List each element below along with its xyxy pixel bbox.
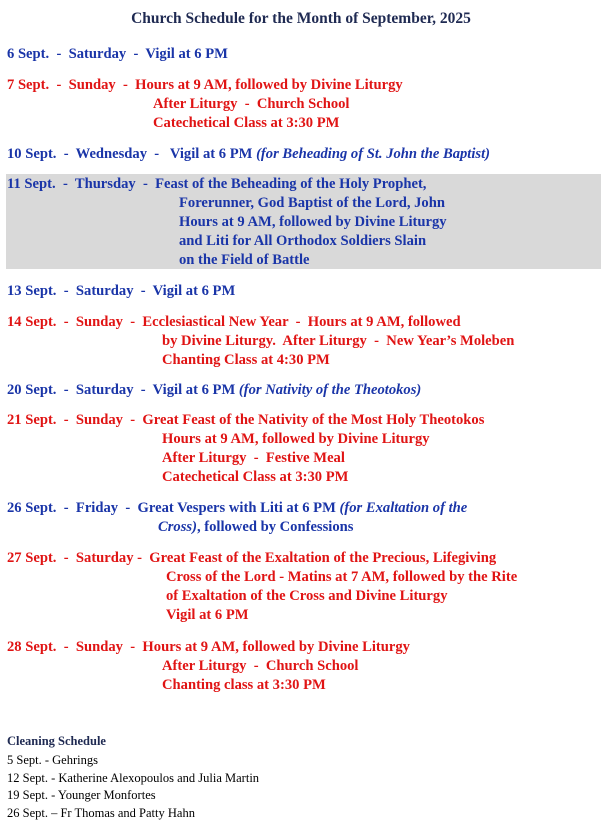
entry-line: Hours at 9 AM, followed by Divine Liturgy <box>7 430 484 449</box>
entry-line: Chanting class at 3:30 PM <box>7 676 410 695</box>
entry-line: 6 Sept. - Saturday - Vigil at 6 PM <box>7 45 228 64</box>
entry-line: 21 Sept. - Sunday - Great Feast of the Nativity of the Most Holy Theotokos <box>7 411 484 430</box>
schedule-entry-sep20 <box>7 381 421 400</box>
entry-line: 7 Sept. - Sunday - Hours at 9 AM, followed by Divine Liturgy <box>7 76 403 95</box>
schedule-entry-sep27 <box>7 549 517 625</box>
entry-line: Vigil at 6 PM <box>7 606 517 625</box>
cleaning-item: 19 Sept. - Younger Monfortes <box>7 787 259 805</box>
cleaning-schedule-title: Cleaning Schedule <box>7 732 106 751</box>
entry-line: Chanting Class at 4:30 PM <box>7 351 514 370</box>
entry-text: 20 Sept. - Saturday - Vigil at 6 PM <box>7 382 239 398</box>
schedule-entry-sep11 <box>7 175 447 270</box>
entry-line <box>7 145 490 164</box>
entry-line: 14 Sept. - Sunday - Ecclesiastical New Year - Hours at 9 AM, followed <box>7 313 514 332</box>
page-title: Church Schedule for the Month of September, 2025 <box>0 9 602 28</box>
cleaning-item: 12 Sept. - Katherine Alexopoulos and Julia Martin <box>7 770 259 788</box>
entry-line: 27 Sept. - Saturday - Great Feast of the Exaltation of the Precious, Lifegiving <box>7 549 517 568</box>
entry-line: Forerunner, God Baptist of the Lord, John <box>7 194 447 213</box>
schedule-entry-sep14 <box>7 313 514 370</box>
entry-line: Catechetical Class at 3:30 PM <box>7 468 484 487</box>
entry-line: 13 Sept. - Saturday - Vigil at 6 PM <box>7 282 235 301</box>
entry-line <box>7 381 421 400</box>
entry-text: 26 Sept. - Friday - Great Vespers with Liti at 6 PM <box>7 500 340 516</box>
entry-note: Cross) <box>158 519 197 535</box>
schedule-entry-sep10 <box>7 145 490 164</box>
entry-line: After Liturgy - Church School <box>7 95 403 114</box>
cleaning-item: 5 Sept. - Gehrings <box>7 752 259 770</box>
entry-line: and Liti for All Orthodox Soldiers Slain <box>7 232 447 251</box>
entry-line: of Exaltation of the Cross and Divine Liturgy <box>7 587 517 606</box>
schedule-entry-sep28 <box>7 638 410 695</box>
entry-line: After Liturgy - Church School <box>7 657 410 676</box>
schedule-entry-sep6 <box>7 45 228 64</box>
schedule-entry-sep26 <box>7 499 467 537</box>
entry-line: 11 Sept. - Thursday - Feast of the Beheading of the Holy Prophet, <box>7 175 447 194</box>
entry-line: Hours at 9 AM, followed by Divine Liturgy <box>7 213 447 232</box>
entry-note: (for Exaltation of the <box>340 500 468 516</box>
entry-line: Catechetical Class at 3:30 PM <box>7 114 403 133</box>
entry-text: , followed by Confessions <box>197 519 354 535</box>
schedule-entry-sep7 <box>7 76 403 133</box>
entry-text: 10 Sept. - Wednesday - Vigil at 6 PM <box>7 146 256 162</box>
entry-line: 28 Sept. - Sunday - Hours at 9 AM, followed by Divine Liturgy <box>7 638 410 657</box>
cleaning-schedule-list <box>7 752 259 822</box>
entry-note: (for Beheading of St. John the Baptist) <box>256 146 490 162</box>
entry-line <box>7 518 467 537</box>
entry-line: by Divine Liturgy. After Liturgy - New Year’s Moleben <box>7 332 514 351</box>
entry-line: After Liturgy - Festive Meal <box>7 449 484 468</box>
schedule-entry-sep21 <box>7 411 484 487</box>
entry-note: (for Nativity of the Theotokos) <box>239 382 421 398</box>
entry-line <box>7 499 467 518</box>
schedule-entry-sep13 <box>7 282 235 301</box>
entry-line: Cross of the Lord - Matins at 7 AM, followed by the Rite <box>7 568 517 587</box>
entry-line: on the Field of Battle <box>7 251 447 270</box>
cleaning-item: 26 Sept. – Fr Thomas and Patty Hahn <box>7 805 259 822</box>
